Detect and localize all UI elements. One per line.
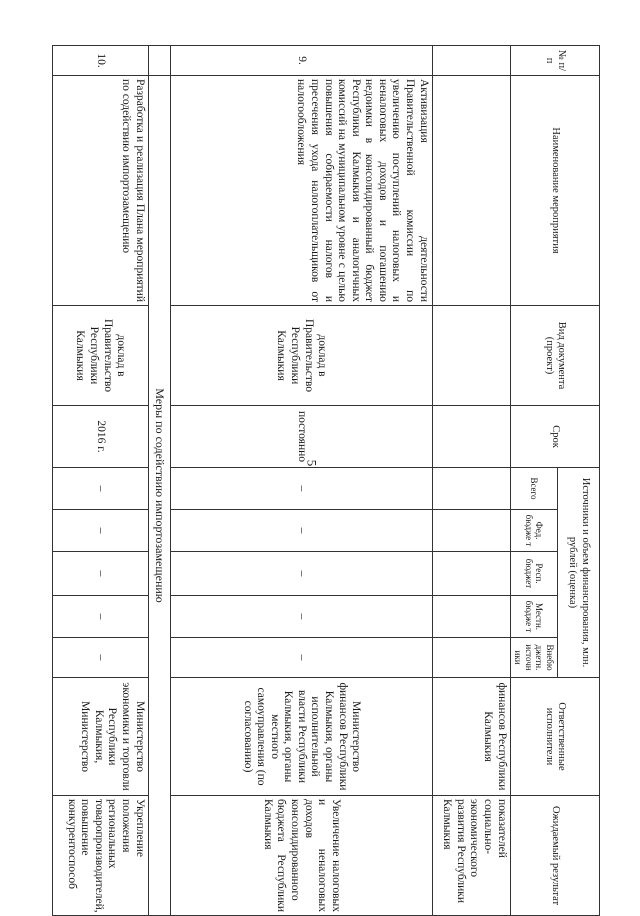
row10-federal: – [52, 510, 148, 552]
row9-federal: – [170, 510, 432, 552]
measures-table [52, 45, 600, 916]
header-local: Местн. бюдже т [510, 596, 557, 638]
row9-total: – [170, 468, 432, 510]
cont-result: показателей социально-экономического развития Республики Калмыкия [432, 796, 510, 916]
header-republic: Респ. бюджет [510, 552, 557, 596]
section-row [148, 46, 170, 916]
row10-republic: – [52, 552, 148, 596]
page-number: 5 [304, 459, 320, 467]
section-title: Меры по содействию импортозамещению [148, 76, 170, 916]
rotated-table-wrapper [30, 45, 600, 915]
header-financing: Источники и объем финансирования, млн. рублей (оценка) [558, 468, 600, 678]
row10-term: 2016 г. [52, 406, 148, 468]
row10-name: Разработка и реализация Плана мероприятий по содействию импортозамещению [52, 76, 148, 306]
header-term: Срок [510, 406, 599, 468]
row9-name: Активизация деятельности Правительственной комиссии по увеличению поступлений налоговых и неналоговых доходов и погашению недоимки в консолидированный бюджет Республики Калмыкия и аналогичных комиссий на муниципальном уровне с целью повышения собираемости налогов и пресечения ухода налогоплательщиков от налогообложения [170, 76, 432, 306]
row9-local: – [170, 596, 432, 638]
row9-republic: – [170, 552, 432, 596]
table-row-9 [170, 46, 432, 916]
row10-extra: – [52, 638, 148, 678]
row9-doc: доклад в Правительство Республики Калмыкия [170, 306, 432, 406]
cont-executors: финансов Республики Калмыкия [432, 678, 510, 796]
row10-doc: доклад в Правительство Республики Калмыкия [52, 306, 148, 406]
row10-local: – [52, 596, 148, 638]
row10-num: 10. [52, 46, 148, 76]
header-total: Всего [510, 468, 557, 510]
row9-executors: Министерство финансов Республики Калмыкия, органы исполнительной власти Республики Калмыкия, органы местного самоуправления (по согласованию) [170, 678, 432, 796]
row10-total: – [52, 468, 148, 510]
header-result: Ожидаемый результат [510, 796, 599, 916]
header-federal: Фед. бюдже т [510, 510, 557, 552]
header-name: Наименование мероприятия [510, 76, 599, 306]
row9-extra: – [170, 638, 432, 678]
row10-result: Укрепление положения региональных товаропроизводителей, повышение конкурентоспособ [52, 796, 148, 916]
header-doc: Вид документа (проект) [510, 306, 599, 406]
row10-executors: Министерство экономики и торговли Республики Калмыкия, Министерство [52, 678, 148, 796]
table-row-10 [52, 46, 148, 916]
row9-result: Увеличение налоговых и неналоговых доходов консолидированного бюджета Республики Калмыкия [170, 796, 432, 916]
header-extrabudget: Внебю джетн. источн ики [510, 638, 557, 678]
row9-term: постоянно [170, 406, 432, 468]
header-executors: Ответственные исполнители [510, 678, 599, 796]
table-row-continuation [432, 46, 510, 916]
header-num: № п/п [510, 46, 599, 76]
row9-num: 9. [170, 46, 432, 76]
